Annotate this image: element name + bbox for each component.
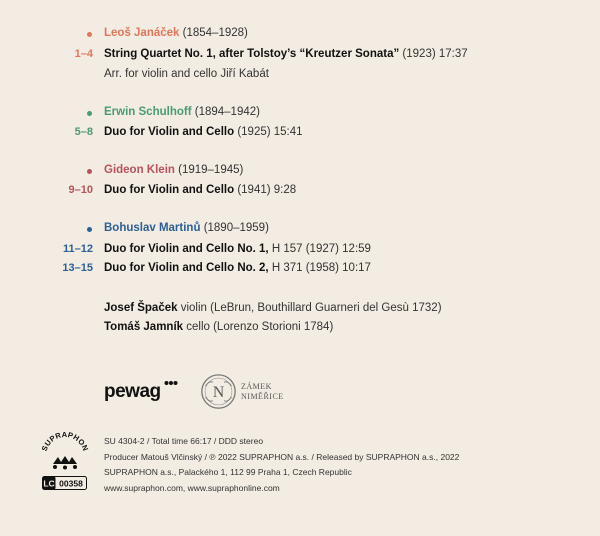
track-number: 11–12	[63, 243, 93, 255]
track-title: Duo for Violin and Cello	[104, 126, 235, 138]
track-details: (1925) 15:41	[237, 126, 303, 138]
track-row	[0, 184, 600, 200]
catalog-line: SU 4304-2 / Total time 66:17 / DDD stereo	[104, 436, 264, 446]
arrangement-note: Arr. for violin and cello Jiří Kabát	[104, 68, 269, 80]
schulhoff-bullet	[87, 111, 92, 116]
website-line: www.supraphon.com, www.supraphonline.com	[104, 483, 280, 493]
composer-dates: (1894–1942)	[194, 106, 260, 118]
performer-role: cello (Lorenzo Storioni 1784)	[186, 321, 334, 333]
track-details: (1923) 17:37	[402, 48, 468, 60]
klein-bullet	[87, 169, 92, 174]
address-line: SUPRAPHON a.s., Palackého 1, 112 99 Praha 1, Czech Republic	[104, 467, 352, 477]
performer-name: Tomáš Jamník	[104, 321, 184, 333]
pewag-logo: pewag	[104, 381, 161, 402]
lc-mark: LC	[43, 478, 55, 489]
composer-martinu	[0, 222, 600, 238]
performer-role: violin (LeBrun, Bouthillard Guarneri del Gesù 1732)	[180, 302, 442, 314]
performer-cello	[104, 321, 333, 333]
track-number: 13–15	[62, 262, 93, 274]
lc-code: 00358	[59, 478, 83, 489]
performer-violin	[104, 302, 442, 314]
composer-klein	[0, 164, 600, 180]
track-row	[0, 243, 600, 259]
composer-dates: (1890–1959)	[203, 222, 269, 234]
track-number: 5–8	[74, 126, 93, 138]
label-code-logo	[42, 476, 87, 490]
composer-schulhoff	[0, 106, 600, 122]
zamek-line-2: NIMĚŘICE	[241, 392, 284, 401]
svg-text:SUPRAPHON	[40, 432, 90, 452]
zamek-letter: N	[212, 384, 225, 402]
janacek-bullet	[87, 32, 92, 37]
supraphon-wordmark: SUPRAPHON	[40, 432, 90, 453]
track-row	[0, 262, 600, 278]
track-row	[0, 126, 600, 142]
composer-name: Leoš Janáček	[104, 27, 180, 39]
composer-dates: (1854–1928)	[182, 27, 248, 39]
track-details: (1941) 9:28	[237, 184, 297, 196]
track-row	[0, 48, 600, 64]
producer-line: Producer Matouš Vlčinský / ℗ 2022 SUPRAPHON a.s. / Released by SUPRAPHON a.s., 2022	[104, 452, 460, 462]
track-details: H 157 (1927) 12:59	[271, 243, 371, 255]
track-title: Duo for Violin and Cello No. 2,	[104, 262, 269, 274]
composer-dates: (1919–1945)	[178, 164, 244, 176]
composer-janacek	[0, 27, 600, 43]
supraphon-logo-icon	[40, 432, 90, 472]
track-title: String Quartet No. 1, after Tolstoy’s “Kreutzer Sonata”	[104, 48, 400, 60]
composer-name: Erwin Schulhoff	[104, 106, 192, 118]
zamek-line-1: ZÁMEK	[241, 382, 272, 391]
track-title: Duo for Violin and Cello No. 1,	[104, 243, 269, 255]
track-title: Duo for Violin and Cello	[104, 184, 235, 196]
track-number: 9–10	[68, 184, 93, 196]
composer-name: Gideon Klein	[104, 164, 175, 176]
track-details: H 371 (1958) 10:17	[271, 262, 371, 274]
track-number: 1–4	[74, 48, 93, 60]
pewag-dots-icon	[164, 380, 178, 386]
composer-name: Bohuslav Martinů	[104, 222, 201, 234]
zamek-crest-icon	[200, 373, 237, 410]
performer-name: Josef Špaček	[104, 302, 178, 314]
martinu-bullet	[87, 227, 92, 232]
